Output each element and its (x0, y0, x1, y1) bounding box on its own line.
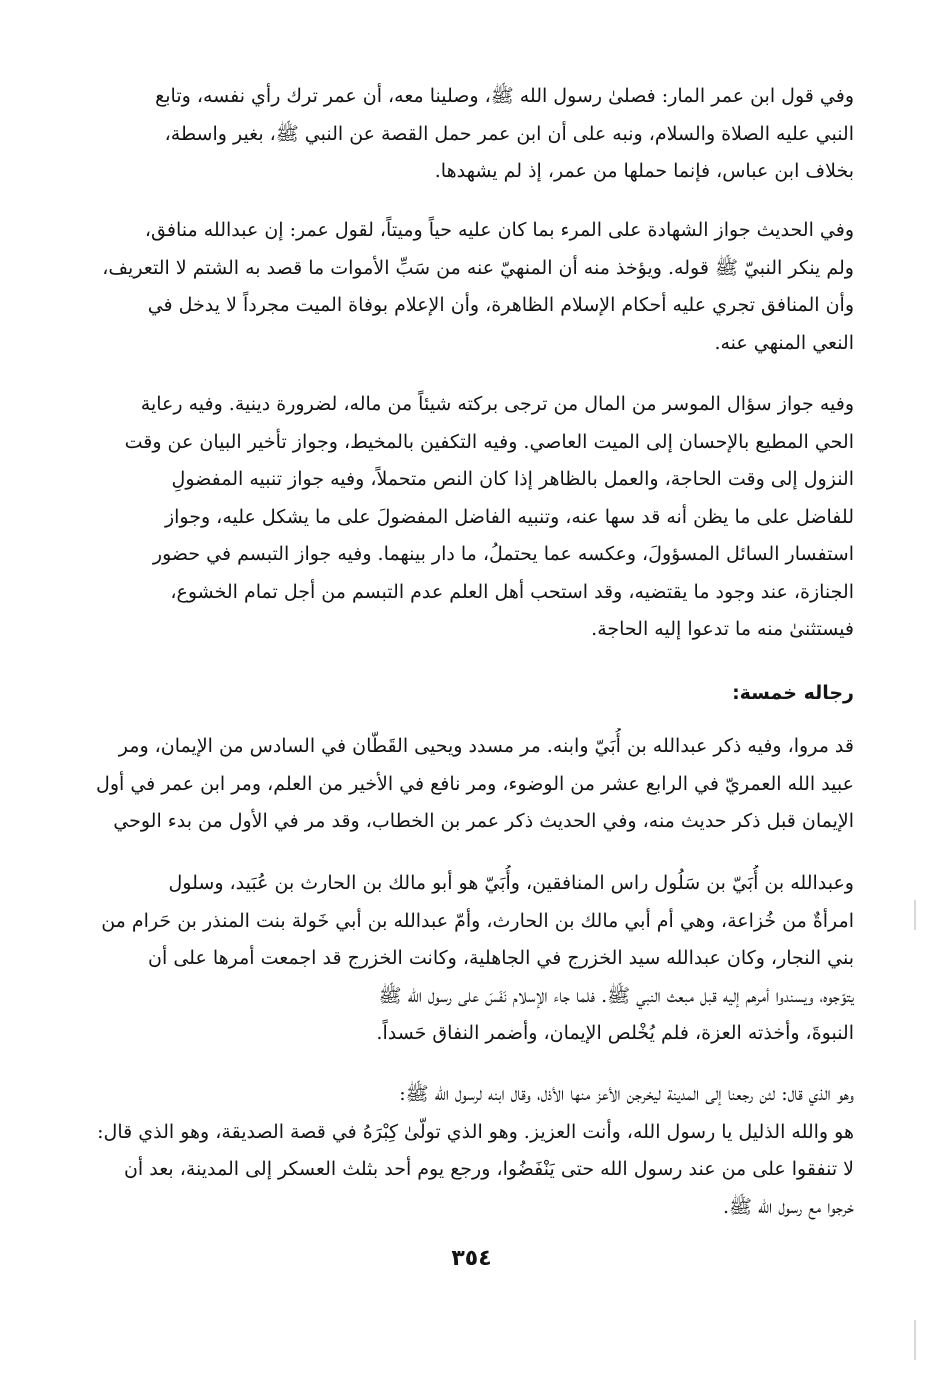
paragraph-3 (92, 386, 854, 649)
text-line: قد مروا، وفيه ذكر عبدالله بن أُبَيّ وابنه. مر مسدد ويحيى القَطّان في السادس من الإيمان، ومر (118, 735, 854, 757)
text-line: الإيمان قبل ذكر حديث منه، وفي الحديث ذكر عمر بن الخطاب، وقد مر في الأول من بدء الوحي (113, 810, 854, 832)
text-line: النبي عليه الصلاة والسلام، ونبه على أن ابن عمر حمل القصة عن النبي ﷺ، بغير واسطة، (164, 122, 854, 145)
text-line: وفيه جواز سؤال الموسر من المال من ترجى بركته شيئاً من ماله، لضرورة دينية. وفيه رعاية (140, 393, 854, 415)
page-number: ٣٥٤ (451, 1246, 492, 1271)
paragraph-6 (92, 1076, 854, 1226)
scan-mark-divider (914, 1320, 916, 1360)
text-line: للفاضل على ما يظن أنه قد سها عنه، وتنبيه الفاضل المفضولَ على ما يشكل عليه، وجواز (164, 505, 854, 528)
text-line: عبيد الله العمريّ في الرابع عشر من الوضوء، ومر نافع في الأخير من العلم، ومر ابن عمر في أول (96, 772, 854, 795)
text-line: وأن المنافق تجري عليه أحكام الإسلام الظاهرة، وأن الإعلام بوفاة الميت مجرداً لا يدخل في (147, 294, 854, 316)
text-line: هو والله الذليل يا رسول الله، وأنت العزيز. وهو الذي تولّىٰ كِبْرَهُ في قصة الصديقة، وهو الذي قال: (97, 1120, 854, 1143)
text-line: يتوّجوه، ويسندوا أمرهم إليه قبل مبعث النبي ﷺ. فلما جاء الإسلام نَفَسَ على رسول الله ﷺ (378, 984, 854, 1007)
text-line: فيستثنىٰ منه ما تدعوا إليه الحاجة. (591, 618, 854, 640)
paragraph-4 (92, 728, 854, 841)
text-line: استفسار السائل المسؤولَ، وعكسه عما يحتملُ، ما دار بينهما. وفيه جواز التبسم في حضور (152, 543, 854, 565)
paragraph-5 (92, 865, 854, 1053)
text-line: امرأةٌ من خُزاعة، وهي أم أبي مالك بن الحارث، وأمّ عبدالله بن أبي خَولة بنت المنذر بن حَرام من (101, 909, 854, 932)
text-line: الجنازة، عند وجود ما يقتضيه، وقد استحب أهل العلم عدم التبسم من أجل تمام الخشوع، (170, 580, 854, 603)
text-line: الحي المطيع بالإحسان إلى الميت العاصي. وفيه التكفين بالمخيط، وجواز تأخير البيان عن وقت (124, 430, 854, 453)
text-line: بخلاف ابن عباس، فإنما حملها من عمر، إذ لم يشهدها. (434, 160, 854, 182)
scan-mark-divider (914, 900, 916, 930)
text-line: خرجوا مع رسول الله ﷺ. (722, 1195, 854, 1218)
text-line: وفي قول ابن عمر المار: فصلىٰ رسول الله ﷺ، وصلينا معه، أن عمر ترك رأي نفسه، وتابع (155, 85, 854, 107)
paragraph-1 (92, 78, 854, 191)
text-line: وعبدالله بن أُبَيّ بن سَلُول راس المنافقين، وأُبَيّ هو أبو مالك بن الحارث بن عُبَيد، وسلول (168, 872, 854, 894)
text-line: النبوةَ، وأخذته العزة، فلم يُخْلص الإيمان، وأضمر النفاق حَسداً. (376, 1022, 854, 1044)
text-line: ولم ينكر النبيّ ﷺ قوله. ويؤخذ منه أن المنهيّ عنه من سَبِّ الأموات ما قصد به الشتم لا التعريف، (102, 256, 854, 279)
text-line: وهو الذي قال: لئن رجعنا إلى المدينة ليخرجن الأعز منها الأذل، وقال ابنه لرسول الله ﷺ: (399, 1083, 854, 1105)
text-line: النعي المنهي عنه. (714, 331, 854, 354)
text-line: بني النجار، وكان عبدالله سيد الخزرج في الجاهلية، وكانت الخزرج قد اجمعت أمرها على أن (148, 947, 854, 969)
section-heading: رجاله خمسة: (732, 682, 854, 704)
text-line: لا تنفقوا على من عند رسول الله حتى يَنْفَضُوا، ورجع يوم أحد بثلث العسكر إلى المدينة، بعد أن (123, 1158, 854, 1180)
text-line: النزول إلى وقت الحاجة، والعمل بالظاهر إذا كان النص متحملاً، وفيه جواز تنبيه المفضولِ (171, 468, 854, 490)
text-line: وفي الحديث جواز الشهادة على المرء بما كان عليه حياً وميتاً، لقول عمر: إن عبدالله منافق، (144, 219, 854, 241)
paragraph-2 (92, 212, 854, 362)
